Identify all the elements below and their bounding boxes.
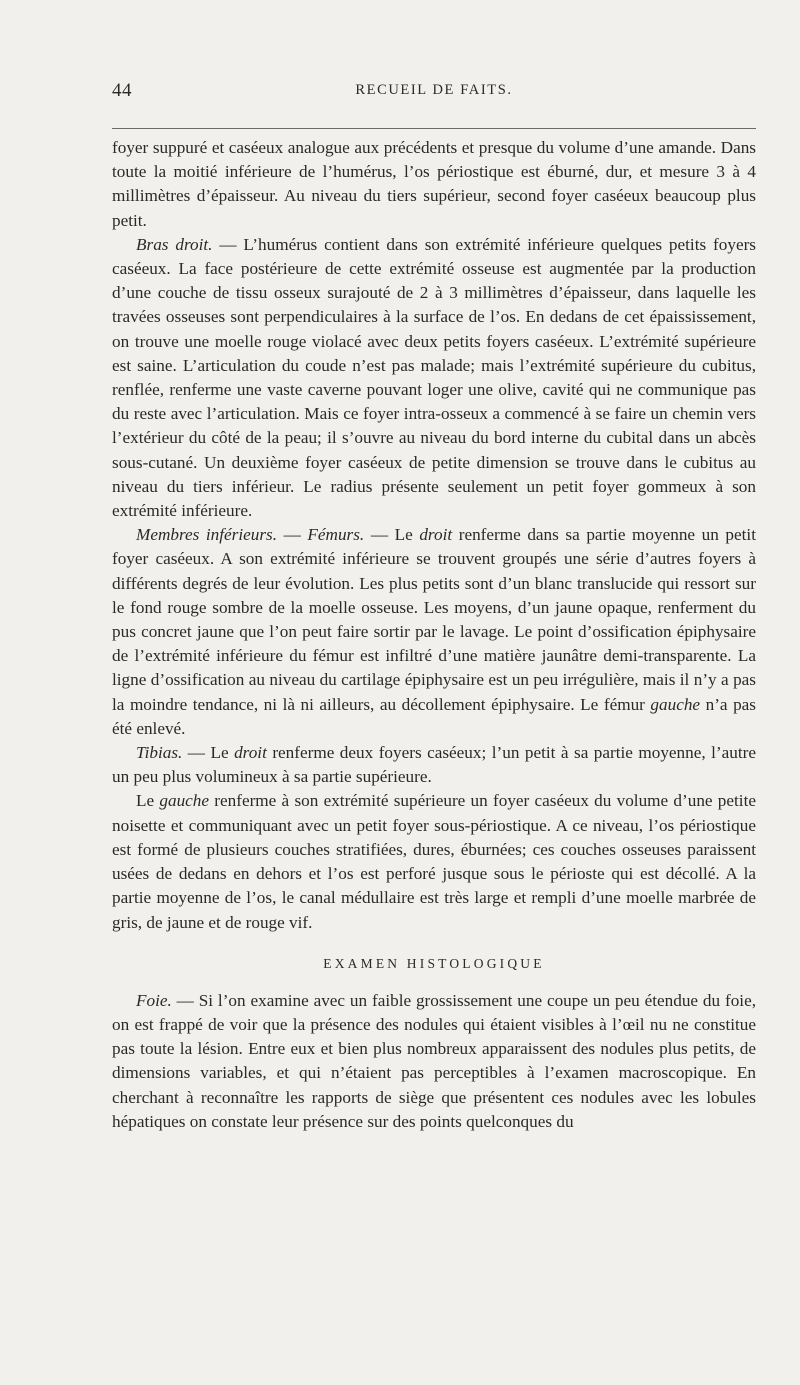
paragraph-separator: — Le [364,525,420,545]
paragraph-lead: Membres inférieurs. [136,525,278,545]
running-head: RECUEIL DE FAITS. [355,82,513,98]
paragraph-text: — Si l’on examine avec un faible grossissement une coupe un peu étendue du foie, on est frappé de voir que la présence des nodules qui étaient visibles à l’œil nu ne constitue pas toute la lésion. Entre eux et bien plus nombreux apparaissent des nodules plus petits, de dimensions variables, et qui n’étaient pas perceptibles à l’examen macroscopique. En cherchant à reconnaître les rapports de siège que présentent ces nodules avec les lobules hépatiques on constate leur présence sur des points quelconques du [112,990,756,1131]
page-header [112,80,756,104]
paragraph-text: foyer suppuré et caséeux analogue aux précédents et presque du volume d’une amande. Dans toute la moitié inférieure de l’humérus, l’os périostique est éburné, dur, et mesure 3 à 4 millimètres d’épaisseur. Au niveau du tiers supérieur, second foyer caséeux beaucoup plus petit. [112,138,756,230]
paragraph-text-tail: n’a pas été enlevé. [112,694,756,738]
paragraph-text: — L’humérus contient dans son extrémité inférieure quelques petits foyers caséeux. La face postérieure de cette extrémité osseuse est augmentée par la production d’une couche de tissu osseux surajouté de 2 à 3 millimètres d’épaisseur, dans laquelle les travées osseuses sont perpendiculaires à la surface de l’os. En dedans de cet épaississement, on trouve une moelle rouge violacé avec deux petits foyers caséeux. L’extrémité supérieure est saine. L’articulation du coude n’est pas malade; mais l’extrémité supérieure du cubitus, renflée, renferme une vaste caverne pouvant loger une olive, cavité qui ne communique pas du reste avec l’articulation. Mais ce foyer intra-osseux a commencé à se faire un chemin vers l’extérieur du côté de la peau; il s’ouvre au niveau du bord interne du cubital dans un abcès sous-cutané. Un deuxième foyer caséeux de petite dimension se trouve dans le cubitus au niveau du tiers inférieur. Le radius présente seulement un petit foyer gommeux à son extrémité inférieure. [112,234,756,521]
paragraph-lead: Bras droit. [136,234,213,254]
paragraph-lead: Le [136,791,160,811]
paragraph-text: renferme à son extrémité supérieure un foyer caséeux du volume d’une petite noisette et communiquant avec un petit foyer sous-périostique. A ce niveau, l’os périostique est formé de plusieurs couches stratifiées, dures, éburnées; ces couches osseuses paraissent usées de dedans en dehors et l’os est perforé jusque sous le périoste qui est décollé. A la partie moyenne de l’os, le canal médullaire est très large et rempli d’une moelle marbrée de gris, de jaune et de rouge vif. [112,791,756,932]
body-text [112,136,756,1134]
emphasis-droit: droit [234,743,267,763]
paragraph-subhead: Fémurs. [307,525,365,545]
paragraph-tibias [112,741,756,789]
page-number: 44 [112,80,132,101]
paragraph-text: renferme deux foyers caséeux; l’un petit à sa partie moyenne, l’autre un peu plus volumineux à sa partie supérieure. [112,743,756,787]
header-rule [112,128,756,129]
emphasis-gauche: gauche [159,791,210,811]
paragraph-membres-inferieurs [112,523,756,741]
emphasis-gauche: gauche [650,694,701,714]
paragraph-separator: — [277,525,308,545]
paragraph-lead: Tibias. [136,743,183,763]
paragraph-lead: Foie. [136,990,172,1010]
paragraph-foie [112,989,756,1134]
paragraph-tibia-gauche [112,789,756,934]
paragraph-bras-droit [112,233,756,523]
paragraph-text: renferme dans sa partie moyenne un petit foyer caséeux. A son extrémité inférieure se trouvent groupés une série d’autres foyers à différents degrés de leur évolution. Les plus petits sont d’un blanc translucide qui ressort sur le fond rouge sombre de la moelle osseuse. Les moyens, d’un jaune opaque, renferment du pus concret jaune que l’on peut faire sortir par le lavage. Le point d’ossification épiphysaire de l’extrémité inférieure du fémur est infiltré d’une matière jaunâtre demi-transparente. La ligne d’ossification au niveau du cartilage épiphysaire est un peu irrégulière, mais il n’y a pas la moindre tendance, ni là ni ailleurs, au décollement épiphysaire. Le fémur [112,525,756,714]
section-heading: EXAMEN HISTOLOGIQUE [323,955,545,971]
emphasis-droit: droit [419,525,453,545]
paragraph-continuation [112,136,756,233]
paragraph-separator: — Le [182,743,235,763]
